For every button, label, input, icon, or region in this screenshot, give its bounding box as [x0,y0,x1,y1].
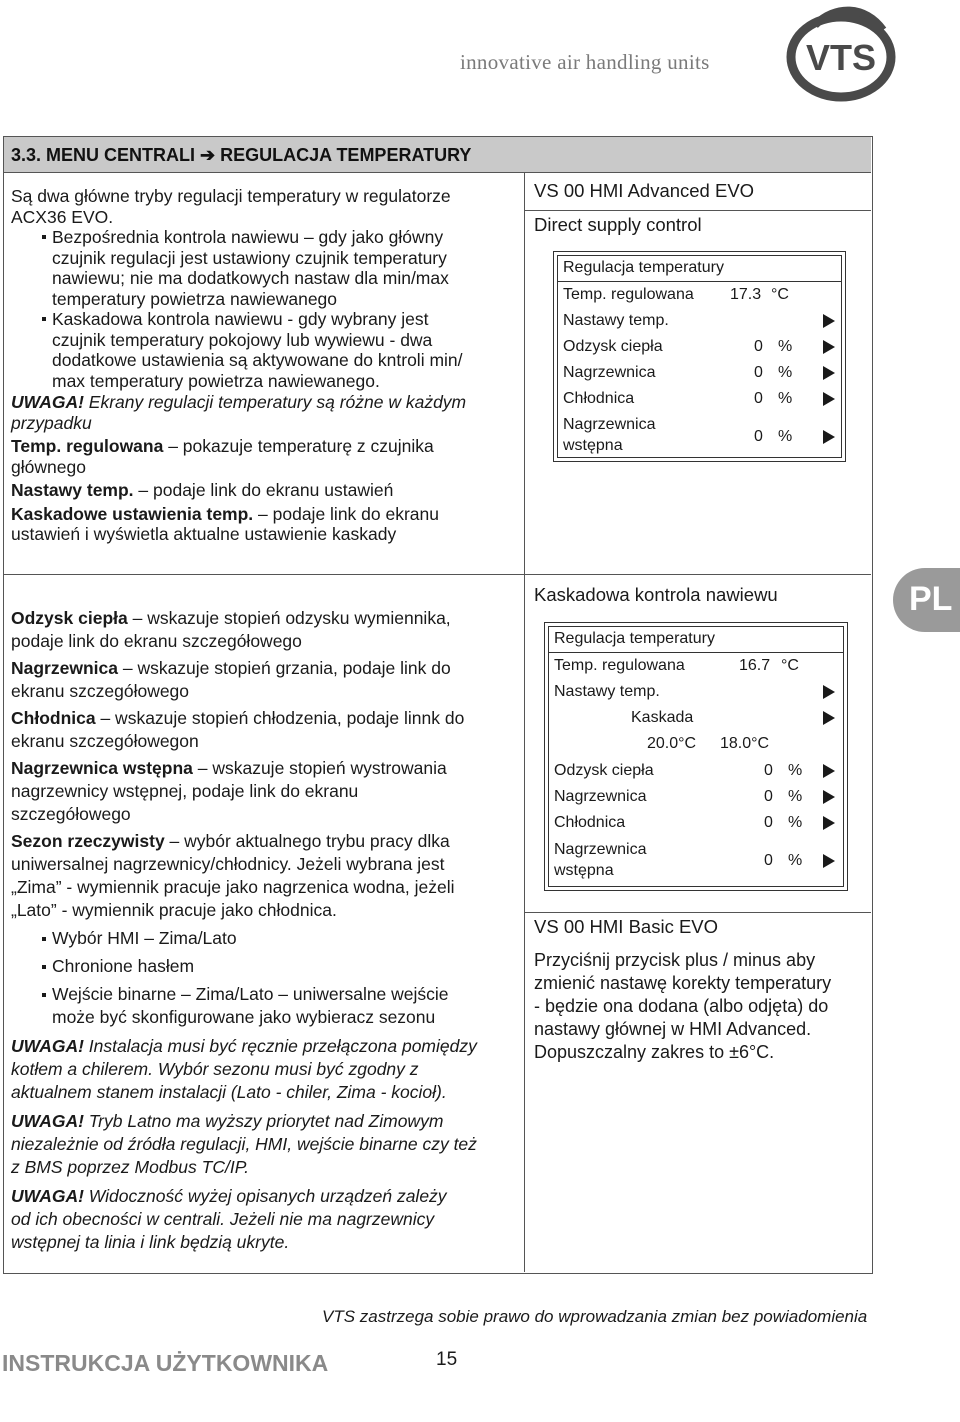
row-label[interactable]: Odzysk ciepła [554,762,654,779]
arrow-right-icon[interactable] [823,764,835,778]
arrow-right-icon[interactable] [823,340,835,354]
bullet-text: dodatkowe ustawienia są aktywowane do kntroli min/ [52,350,463,370]
row-value: 18.0°C [720,735,770,752]
warning-line: aktualnem stanem instalacji (Lato - chiler, Zima - kocioł). [11,1082,447,1102]
row-unit: °C [771,286,789,303]
term-bold: Kaskadowe ustawienia temp. [11,503,254,524]
row-value: 0 [754,428,763,445]
warning-label: UWAGA! [11,1036,84,1056]
basic-line: nastawy głównej w HMI Advanced. [534,1019,812,1039]
row-value: 0 [754,338,763,355]
row-unit: % [778,428,793,445]
intro-line: Są dwa główne tryby regulacji temperatury w regulatorze [11,186,451,206]
row-unit: % [788,814,803,831]
bullet-square-icon [42,235,46,239]
arrow-right-icon[interactable] [823,790,835,804]
term-line: podaje link do ekranu szczegółowego [11,631,302,651]
divider-horizontal [4,574,871,575]
warning-line: kotłem a chilerem. Wybór sezonu musi być zgodny z [11,1059,419,1079]
hmi-basic-text [534,949,864,1064]
term-line: szczegółowego [11,804,131,824]
row-label[interactable]: Nastawy temp. [563,312,669,329]
warning-label: UWAGA! [11,1111,84,1131]
bullet-text: czujnik regulacji jest ustawiony czujnik temperatury [52,247,447,268]
list-item: Chronione hasłem [52,956,195,976]
row-label[interactable]: wstępna [563,437,623,454]
arrow-right-icon[interactable] [823,816,835,830]
row-unit: % [778,338,793,355]
term-bold: Temp. regulowana [11,436,164,456]
row-unit: % [778,390,793,407]
screen-heading: Regulacja temperatury [554,630,715,647]
row-value: 17.3 [730,286,762,303]
term-bold: Nastawy temp. [11,480,134,500]
basic-line: zmienić nastawę korekty temperatury [534,973,832,993]
vts-logo [785,5,897,105]
arrow-right-icon[interactable] [823,685,835,699]
warning-line: wstępnej ta linia i link będzią ukryte. [11,1232,290,1252]
row-label[interactable]: Nagrzewnica [563,416,656,433]
term-bold: Chłodnica [11,708,96,728]
page-number: 15 [436,1349,458,1370]
row-value: 0 [754,390,763,407]
term-line: głównego [11,456,86,477]
divider-vertical-bottom [524,574,525,1272]
row-label[interactable]: Nagrzewnica [554,841,647,858]
hmi-screen-cascade [544,622,848,891]
bullet-square-icon [42,993,46,997]
warning-line: z BMS poprzez Modbus TC/IP. [11,1157,249,1177]
row-unit: °C [781,657,799,674]
arrow-right-icon[interactable] [823,314,835,328]
arrow-right-icon[interactable] [823,392,835,406]
hmi-basic-title: VS 00 HMI Basic EVO [534,916,719,937]
row-label[interactable]: Nagrzewnica [563,364,656,381]
screen-divider [558,281,841,282]
left-bottom-text: Odzysk ciepła – wskazuje stopień odzysku wymiennika, podaje link do ekranu szczegółowego Nagrzewnica – wskazuje stopień grzania, podaje link do ekranu szczegółowego Chłodnica – wskazuje stopień chłodzenia, podaje linnk do ekranu szczegółowegon Nagrzewnica wstępna – wskazuje stopień wystrowania nagrzewnicy wstępnej, podaje link do ekranu szczegółowego Sezon rzeczywisty – wybór aktualnego trybu pracy dlka uniwersalnej nagrzewnicy/chłodnicy. Jeżeli wybrana jest „Zima” - wymiennik pracuje jako nagrzenica wodna, jeżeli „Lato” - wymiennik pracuje jako chłodnica. Wybór HMI – Zima/Lato Chronione hasłem Wejście binarne – Zima/Lato – uniwersalne wejście może być skonfigurowane jako wybieracz sezonu UWAGA! Instalacja musi być ręcznie przełączona pomiędzy kotłem a chilerem. Wybór sezonu musi być zgodny z aktualnem stanem instalacji (Lato - chiler, Zima - kocioł). UWAGA! Tryb Latno ma wyższy priorytet nad Zimowym niezależnie od źródła regulacji, HMI, wejście binarne czy też z BMS poprzez Modbus TC/IP. UWAGA! Widoczność wyżej opisanych urządzeń zależy od ich obecności w centrali. Jeżeli nie ma nagrzewnicy wstępnej ta linia i link będzią ukryte. [11,607,523,1254]
term-bold: Nagrzewnica wstępna [11,758,193,778]
term-line: „Zima” - wymiennik pracuje jako nagrzenica wodna, jeżeli [11,877,455,897]
row-value: 0 [754,364,763,381]
warning-block: UWAGA! Instalacja musi być ręcznie przełączona pomiędzy kotłem a chilerem. Wybór sezonu musi być zgodny z aktualnem stanem instalacji (Lato - chiler, Zima - kocioł). [11,1035,523,1104]
bullet-square-icon [42,317,46,321]
row-unit: % [788,852,803,869]
bullet-text: nawiewu; nie ma dodatkowych nastaw dla min/max [52,268,449,288]
left-top-text: Są dwa główne tryby regulacji temperatury w regulatorze ACX36 EVO. Bezpośrednia kontrola nawiewu – gdy jako główny czujnik regulacji jest ustawiony czujnik temperatury nawiewu; nie ma dodatkowych nastaw dla min/max temperatury powietrza nawiewanego Kaskadowa kontrola nawiewu - gdy wybrany jest czujnik temperatury pokojowy lub wywiewu - dwa dodatkowe ustawienia są aktywowane do kntroli min/ max temperatury powietrza nawiewanego. UWAGA! Ekrany regulacji temperatury są różne w każdym przypadku Temp. regulowana – pokazuje temperaturę z czujnika głównego Nastawy temp. – podaje link do ekranu ustawień Kaskadowe ustawienia temp. – podaje link do ekranu ustawień i wyświetla aktualne ustawienie kaskady [11,186,521,545]
row-label[interactable]: wstępna [554,862,614,879]
term-bold: Sezon rzeczywisty [11,831,165,851]
bullet-square-icon [42,965,46,969]
warning-block: UWAGA! Widoczność wyżej opisanych urządzeń zależy od ich obecności w centrali. Jeżeli nie ma nagrzewnicy wstępnej ta linia i link będzią ukryte. [11,1185,523,1254]
footer-title: INSTRUKCJA UŻYTKOWNIKA [2,1350,329,1376]
row-label[interactable]: Nagrzewnica [554,788,647,805]
row-label[interactable]: Nastawy temp. [554,683,660,700]
warning-block: UWAGA! Tryb Latno ma wyższy priorytet nad Zimowym niezależnie od źródła regulacji, HMI, wejście binarne czy też z BMS poprzez Modbus TC/IP. [11,1110,523,1179]
list-item: może być skonfigurowane jako wybieracz sezonu [52,1007,436,1027]
basic-line: Dopuszczalny zakres to ±6°C. [534,1042,775,1062]
term-bold: Odzysk ciepła [11,608,128,628]
bullet-text: temperatury powietrza nawiewanego [52,288,338,309]
direct-supply-title: Direct supply control [534,214,702,235]
term-line: ekranu szczegółowego [11,681,190,701]
bullet-text: max temperatury powietrza nawiewanego. [52,370,380,391]
warning-line: niezależnie od źródła regulacji, HMI, wejście binarne czy też [11,1134,477,1154]
hmi-advanced-title: VS 00 HMI Advanced EVO [534,180,755,201]
term-line: ekranu szczegółowegon [11,731,199,751]
section-title: 3.3. MENU CENTRALI ➔ REGULACJA TEMPERATURY [11,145,472,165]
arrow-right-icon[interactable] [823,854,835,868]
screen-divider [549,652,843,653]
hmi-screen-direct [553,251,846,462]
list-item: Wybór HMI – Zima/Lato [52,928,237,948]
section-header [4,137,871,173]
arrow-right-icon[interactable] [823,430,835,444]
term-line: ustawień i wyświetla aktualne ustawienie kaskady [11,524,397,544]
term-line: „Lato” - wymiennik pracuje jako chłodnica. [11,900,337,920]
row-label[interactable]: Kaskada [631,709,694,726]
row-unit: % [788,762,803,779]
row-label[interactable]: Chłodnica [554,814,626,831]
row-unit: % [778,364,793,381]
bullet-text: Kaskadowa kontrola nawiewu - gdy wybrany jest [52,309,429,329]
language-tab [893,568,960,632]
warning: UWAGA! Ekrany regulacji temperatury są różne w każdym [11,392,467,412]
row-value: 0 [764,852,773,869]
warning-label: UWAGA! [11,392,84,412]
term-bold: Nagrzewnica [11,658,118,678]
screen-heading: Regulacja temperatury [563,259,724,276]
warning-line: od ich obecności w centrali. Jeżeli nie ma nagrzewnicy [11,1209,435,1229]
basic-line: Przyciśnij przycisk plus / minus aby [534,950,816,970]
basic-line: - będzie ona dodana (albo odjęta) do [534,996,829,1016]
bullet-square-icon [42,937,46,941]
term-line: uniwersalnej nagrzewnicy/chłodnicy. Jeżeli wybrana jest [11,854,445,874]
row-value: 0 [764,762,773,779]
row-label: Temp. regulowana [554,657,685,674]
logo-text: VTS [805,37,877,78]
row-label: Temp. regulowana [563,286,694,303]
arrow-right-icon[interactable] [823,366,835,380]
divider-vertical-top [524,172,525,574]
term-line: nagrzewnicy wstępnej, podaje link do ekranu [11,781,359,801]
arrow-right-icon[interactable] [823,711,835,725]
row-label[interactable]: Chłodnica [563,390,635,407]
footer-note: VTS zastrzega sobie prawo do wprowadzania zmian bez powiadomienia [322,1307,868,1326]
bullet-text: Bezpośrednia kontrola nawiewu – gdy jako główny [52,227,444,247]
intro-line: ACX36 EVO. [11,206,114,227]
tagline: innovative air handling units [460,50,710,74]
bullet-text: czujnik temperatury pokojowy lub wywiewu - dwa [52,329,433,350]
divider-right-basic [525,912,871,913]
row-value: 0 [764,788,773,805]
warning-label: UWAGA! [11,1186,84,1206]
language-label: PL [909,580,953,618]
row-label[interactable]: Odzysk ciepła [563,338,663,355]
row-value: 20.0°C [647,735,697,752]
cascade-title: Kaskadowa kontrola nawiewu [534,584,778,605]
warning-line: przypadku [11,412,92,433]
list-item: Wejście binarne – Zima/Lato – uniwersalne wejście [52,984,449,1004]
row-value: 16.7 [739,657,771,674]
row-value: 0 [764,814,773,831]
row-unit: % [788,788,803,805]
divider-right-title [525,210,871,211]
